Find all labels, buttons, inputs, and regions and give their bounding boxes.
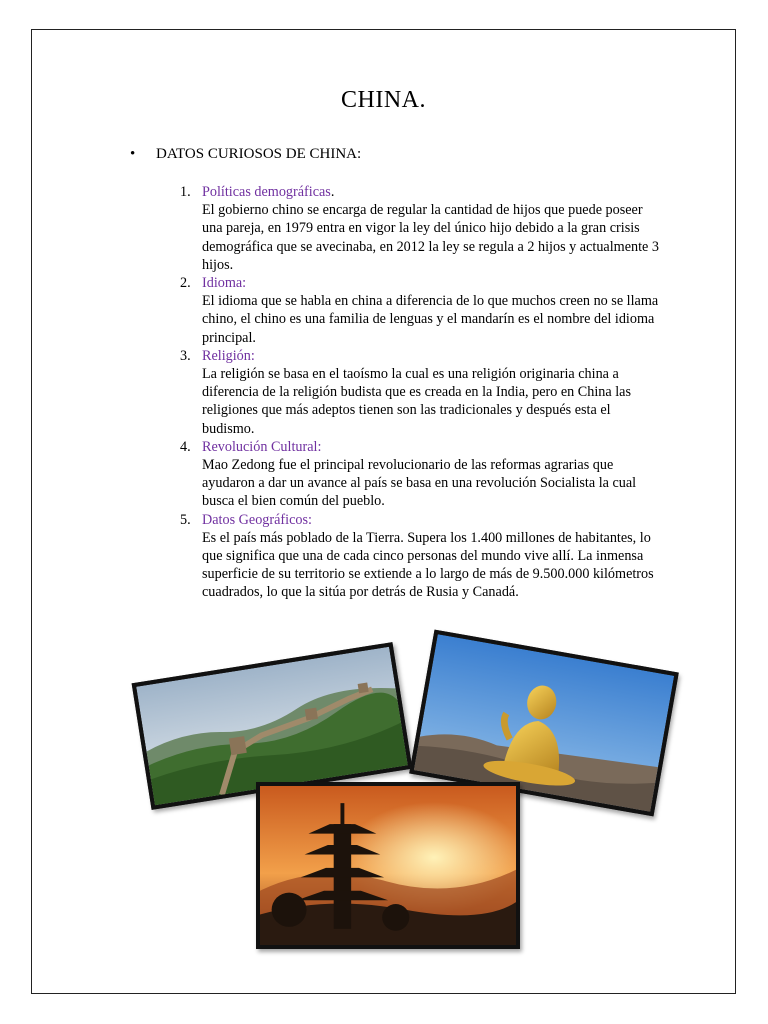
- item-text: La religión se basa en el taoísmo la cual es una religión originaria china a diferencia de la religión budista que es creada en la India, pero en China las religiones que más adeptos tienen son las tradicionales y después esta el budismo.: [202, 366, 631, 437]
- page-title: CHINA.: [341, 87, 426, 113]
- item-title: Políticas demográficas: [202, 184, 331, 200]
- item-text: Es el país más poblado de la Tierra. Supera los 1.400 millones de habitantes, lo que significa que una de cada cinco personas del mundo vive allí. La inmensa superficie de su territorio se extiende a lo largo de más de 9.500.000 kilómetros cuadrados, lo que la sitúa por detrás de Rusia y Canadá.: [202, 529, 654, 601]
- item-text: El gobierno chino se encarga de regular la cantidad de hijos que puede poseer una pareja, en 1979 entra en vigor la ley del único hijo debido a la gran crisis demográfica que se avecinaba, en 2012 la ley se regula a 2 hijos y actualmente 3 hijos.: [202, 202, 659, 273]
- item-text: El idioma que se habla en china a diferencia de lo que muchos creen no se llama chino, el chino es una familia de lenguas y el mandarín es el nombre del idioma principal.: [202, 293, 659, 346]
- item-text: Mao Zedong fue el principal revolucionario de las reformas agrarias que ayudaron a dar un avance al país se basa en una revolución Socialista la cual busca el bien común del pueblo.: [202, 457, 637, 510]
- item-number: 4.: [180, 438, 191, 455]
- list-item: [180, 183, 660, 274]
- pagoda-sunset-illustration: [260, 786, 516, 945]
- item-title-suffix: .: [330, 184, 335, 200]
- pagoda-sunset-photo: [256, 782, 520, 949]
- list-item: [180, 511, 660, 602]
- item-number: 3.: [180, 347, 191, 364]
- item-number: 1.: [180, 184, 191, 200]
- bullet-heading-text: DATOS CURIOSOS DE CHINA:: [156, 146, 362, 162]
- item-number: 5.: [180, 511, 191, 528]
- item-title: Revolución Cultural:: [202, 438, 322, 455]
- item-title: Datos Geográficos:: [202, 511, 312, 528]
- item-title: Religión:: [202, 347, 255, 364]
- list-item: [180, 438, 660, 511]
- list-item: [180, 274, 660, 347]
- list-item: [180, 347, 660, 438]
- item-number: 2.: [180, 275, 191, 292]
- facts-list: [180, 183, 660, 602]
- bullet-dot-icon: •: [130, 146, 136, 162]
- item-title: Idioma:: [202, 275, 247, 292]
